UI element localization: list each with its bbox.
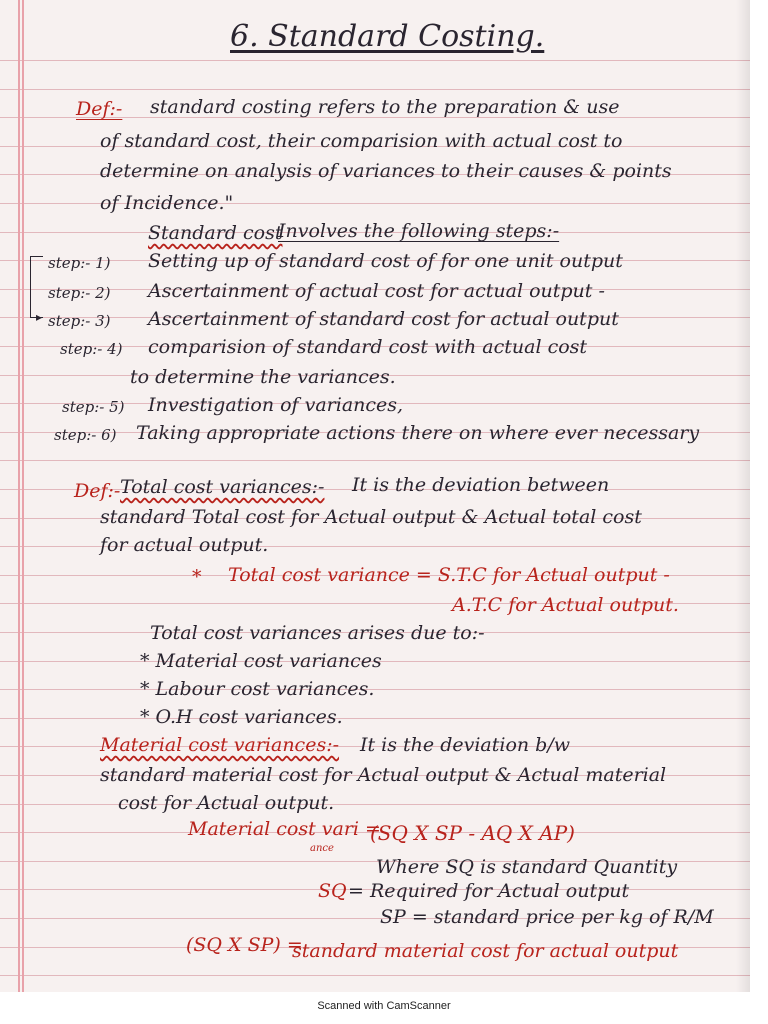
def2-line-2: standard Total cost for Actual output & Actual total cost bbox=[100, 506, 642, 528]
material-final-text: standard material cost for actual output bbox=[292, 940, 679, 962]
ruled-line bbox=[0, 804, 750, 805]
scanner-footer: Scanned with CamScanner bbox=[317, 1000, 451, 1012]
def2-label: Def:- bbox=[74, 480, 121, 502]
material-formula-sub: ance bbox=[310, 843, 334, 854]
arises-item-3: * O.H cost variances. bbox=[140, 706, 343, 728]
material-final-label: (SQ X SP) = bbox=[186, 934, 303, 956]
def2-line-1: It is the deviation between bbox=[352, 474, 610, 496]
step-2-text: Ascertainment of actual cost for actual output - bbox=[148, 280, 605, 302]
formula1-line-1: Total cost variance = S.T.C for Actual output - bbox=[228, 564, 670, 586]
ruled-line bbox=[0, 975, 750, 976]
steps-intro-rest: Involves the following steps:- bbox=[278, 220, 560, 242]
step-5-text: Investigation of variances, bbox=[148, 394, 404, 416]
material-sq-label: SQ bbox=[318, 880, 347, 902]
margin-line-left-inner bbox=[22, 0, 24, 992]
ruled-line bbox=[0, 689, 750, 690]
step-1-label: step:- 1) bbox=[48, 254, 111, 272]
def1-line-3: determine on analysis of variances to their causes & points bbox=[100, 160, 672, 182]
ruled-line bbox=[0, 89, 750, 90]
step-2-label: step:- 2) bbox=[48, 284, 111, 302]
material-required: = Required for Actual output bbox=[348, 880, 630, 902]
def1-line-2: of standard cost, their comparision with actual cost to bbox=[100, 130, 623, 152]
ruled-line bbox=[0, 718, 750, 719]
def1-label: Def:- bbox=[76, 98, 123, 120]
step-4-label: step:- 4) bbox=[60, 340, 123, 358]
step-1-text: Setting up of standard cost of for one unit output bbox=[148, 250, 623, 272]
ruled-line bbox=[0, 460, 750, 461]
step-6-text: Taking appropriate actions there on where ever necessary bbox=[136, 422, 700, 444]
material-line-1: It is the deviation b/w bbox=[360, 734, 571, 756]
step-4-text: comparision of standard cost with actual cost bbox=[148, 336, 588, 358]
def1-line-1: standard costing refers to the preparation & use bbox=[150, 96, 620, 118]
material-formula-expr: (SQ X SP - AQ X AP) bbox=[370, 821, 575, 845]
step-4-text-cont: to determine the variances. bbox=[130, 366, 396, 388]
def1-line-4: of Incidence." bbox=[100, 192, 234, 214]
material-heading: Material cost variances:- bbox=[100, 734, 340, 756]
margin-line-left bbox=[18, 0, 20, 992]
steps-bracket bbox=[30, 256, 43, 318]
material-line-2: standard material cost for Actual output & Actual material bbox=[100, 764, 667, 786]
def2-line-3: for actual output. bbox=[100, 534, 269, 556]
material-line-3: cost for Actual output. bbox=[118, 792, 335, 814]
step-3-text: Ascertainment of standard cost for actual output bbox=[148, 308, 619, 330]
material-formula-label: Material cost vari = bbox=[188, 818, 381, 840]
formula1-line-2: A.T.C for Actual output. bbox=[452, 594, 679, 616]
formula1-star: * bbox=[192, 566, 202, 588]
page-title: 6. Standard Costing. bbox=[230, 19, 545, 54]
def2-heading: Total cost variances:- bbox=[120, 476, 325, 498]
ruled-line bbox=[0, 60, 750, 61]
material-sp: SP = standard price per kg of R/M bbox=[380, 906, 714, 928]
steps-intro-prefix: Standard cost bbox=[148, 222, 283, 244]
steps-bracket-arrow: ▸ bbox=[36, 310, 43, 324]
step-6-label: step:- 6) bbox=[54, 426, 117, 444]
arises-heading: Total cost variances arises due to:- bbox=[150, 622, 485, 644]
material-where: Where SQ is standard Quantity bbox=[376, 856, 678, 878]
step-5-label: step:- 5) bbox=[62, 398, 125, 416]
arises-item-1: * Material cost variances bbox=[140, 650, 382, 672]
step-3-label: step:- 3) bbox=[48, 312, 111, 330]
arises-item-2: * Labour cost variances. bbox=[140, 678, 375, 700]
